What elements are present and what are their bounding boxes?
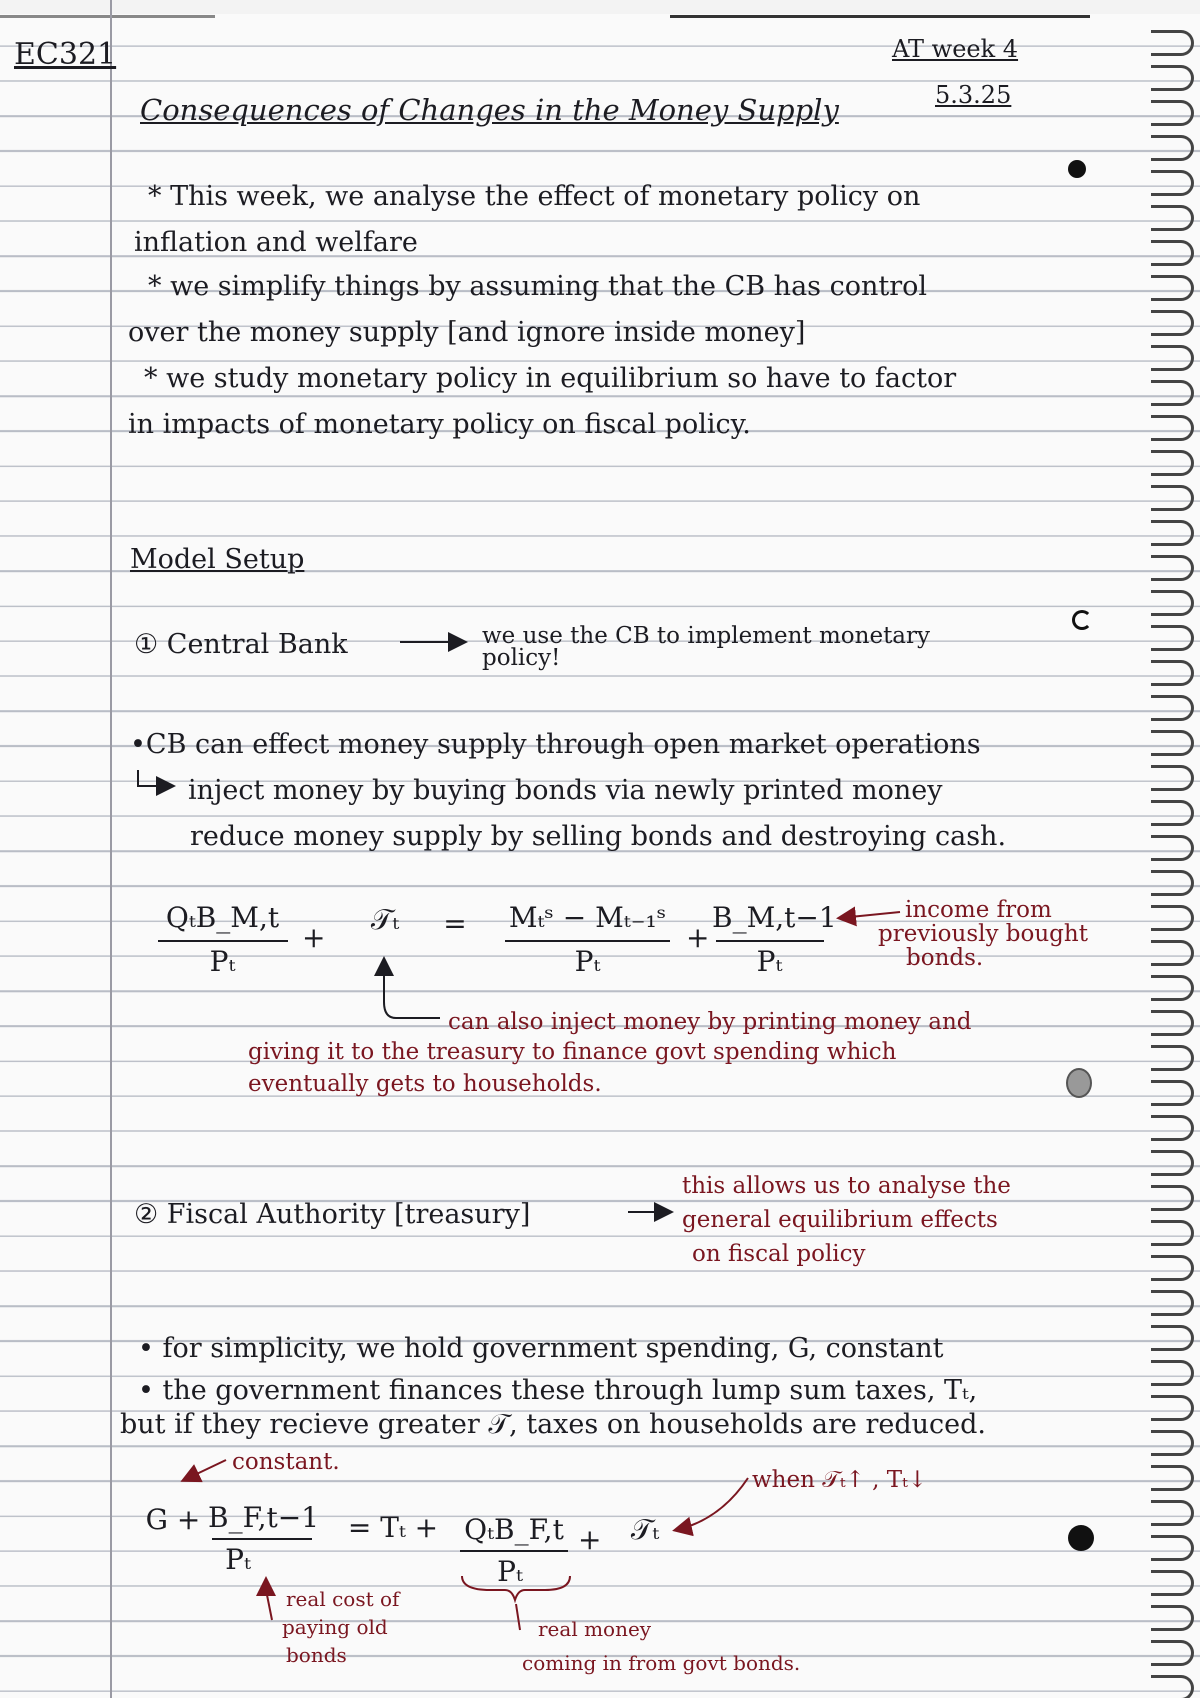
income-note-3: bonds. bbox=[906, 945, 984, 971]
intro-line-1: * This week, we analyse the effect of monetary policy on bbox=[148, 181, 921, 212]
fa-eq-rhs-den: Pₜ bbox=[497, 1555, 523, 1588]
model-setup-heading: Model Setup bbox=[130, 544, 305, 575]
when-arrow bbox=[676, 1478, 748, 1530]
intro-line-5: * we study monetary policy in equilibrium so have to factor bbox=[144, 363, 957, 394]
income-arrow bbox=[840, 912, 900, 918]
intro-line-3: * we simplify things by assuming that the CB has control bbox=[148, 271, 928, 302]
cb-eq-lhs-den: Pₜ bbox=[209, 945, 236, 978]
intro-line-2: inflation and welfare bbox=[134, 227, 418, 258]
cb-eq-rhs1-den: Pₜ bbox=[574, 945, 601, 978]
real-cost-arrow bbox=[266, 1580, 272, 1620]
income-note-2: previously bought bbox=[878, 921, 1088, 947]
transfer-note-1: can also inject money by printing money and bbox=[448, 1009, 972, 1035]
cb-eq-equals: = bbox=[443, 907, 467, 940]
real-cost-note-3: bonds bbox=[286, 1643, 347, 1667]
fa-eq-equals: = Tₜ + bbox=[347, 1511, 439, 1544]
transfer-note-2: giving it to the treasury to finance govt spending which bbox=[248, 1039, 897, 1065]
course-code: EC321 bbox=[14, 37, 117, 72]
fiscal-bullet-2: • the government finances these through lump sum taxes, Tₜ, bbox=[138, 1375, 978, 1406]
constant-label: constant. bbox=[232, 1449, 340, 1475]
fa-eq-transfer: 𝒯ₜ bbox=[630, 1513, 660, 1546]
page-title: Consequences of Changes in the Money Supply bbox=[140, 93, 839, 127]
income-note-1: income from bbox=[905, 897, 1052, 923]
bullet-return-arrow bbox=[138, 770, 172, 786]
fa-eq-plus: + bbox=[578, 1523, 602, 1556]
cb-eq-plus-1: + bbox=[302, 921, 326, 954]
real-cost-note-1: real cost of bbox=[286, 1587, 400, 1611]
real-cost-note-2: paying old bbox=[282, 1615, 388, 1639]
real-money-brace bbox=[462, 1576, 570, 1630]
cb-eq-rhs2-num: B_M,t−1 bbox=[712, 901, 837, 934]
intro-line-6: in impacts of monetary policy on fiscal policy. bbox=[128, 409, 751, 440]
fiscal-note-2: general equilibrium effects bbox=[682, 1207, 998, 1233]
cb-eq-transfer: 𝒯ₜ bbox=[370, 903, 400, 936]
central-bank-note-1: we use the CB to implement monetary bbox=[482, 623, 931, 649]
constant-arrow bbox=[184, 1460, 226, 1480]
fiscal-note-3: on fiscal policy bbox=[692, 1241, 866, 1267]
fa-eq-g: G + bbox=[145, 1503, 201, 1536]
fa-eq-lhs-den: Pₜ bbox=[225, 1543, 251, 1576]
cb-bullet-3: reduce money supply by selling bonds and destroying cash. bbox=[190, 821, 1007, 852]
central-bank-note-2: policy! bbox=[482, 645, 561, 671]
date-label: 5.3.25 bbox=[935, 81, 1012, 109]
cb-eq-rhs1-num: Mₜˢ − Mₜ₋₁ˢ bbox=[508, 901, 667, 934]
cb-eq-lhs-num: QₜB_M,t bbox=[165, 901, 280, 934]
fiscal-authority-heading: ② Fiscal Authority [treasury] bbox=[134, 1199, 531, 1230]
real-money-note-1: real money bbox=[538, 1617, 652, 1641]
fa-eq-lhs-num: B_F,t−1 bbox=[208, 1501, 320, 1534]
cb-eq-rhs2-den: Pₜ bbox=[756, 945, 783, 978]
real-money-note-2: coming in from govt bonds. bbox=[522, 1651, 801, 1675]
fiscal-note-1: this allows us to analyse the bbox=[682, 1173, 1011, 1199]
intro-line-4: over the money supply [and ignore inside money] bbox=[128, 317, 806, 348]
fiscal-bullet-2-cont: but if they recieve greater 𝒯, taxes on households are reduced. bbox=[120, 1409, 987, 1440]
cb-bullet-1: •CB can effect money supply through open market operations bbox=[130, 729, 981, 760]
transfer-arrow bbox=[384, 960, 440, 1018]
cb-bullet-2: inject money by buying bonds via newly printed money bbox=[188, 775, 943, 806]
fa-eq-rhs-num: QₜB_F,t bbox=[464, 1513, 564, 1546]
fiscal-bullet-1: • for simplicity, we hold government spending, G, constant bbox=[138, 1333, 944, 1364]
transfer-note-3: eventually gets to households. bbox=[248, 1071, 602, 1097]
week-label: AT week 4 bbox=[892, 35, 1019, 63]
when-note: when 𝒯ₜ↑ , Tₜ↓ bbox=[752, 1467, 928, 1493]
cb-eq-plus-2: + bbox=[686, 921, 710, 954]
central-bank-heading: ① Central Bank bbox=[134, 629, 348, 660]
